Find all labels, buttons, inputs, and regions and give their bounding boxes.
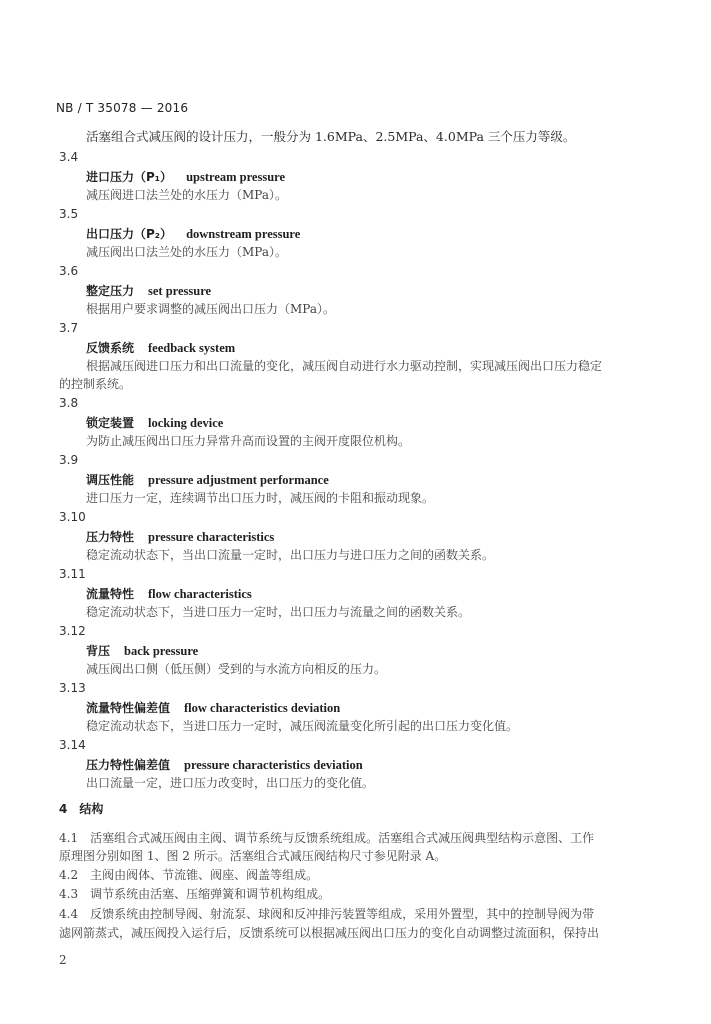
term-definition: 根据用户要求调整的减压阀出口压力（MPa）。 xyxy=(86,302,335,316)
term-number: 3.14 xyxy=(59,738,86,752)
term-number: 3.9 xyxy=(59,453,79,467)
clause-4-1-line1: 4.1 活塞组合式减压阀由主阀、调节系统与反馈系统组成。活塞组合式减压阀典型结构示意图、工作 xyxy=(59,831,595,845)
term-cn: 压力特性偏差值 xyxy=(86,758,171,772)
term-en: feedback system xyxy=(148,341,236,355)
term-definition-cont: 的控制系统。 xyxy=(59,377,132,391)
standard-code-header: NB / T 35078 — 2016 xyxy=(56,101,189,115)
term-en: flow characteristics xyxy=(148,587,252,601)
term-definition: 稳定流动状态下，当进口压力一定时，出口压力与流量之间的函数关系。 xyxy=(86,605,471,619)
term-en: pressure characteristics xyxy=(148,530,275,544)
term-cn: 调压性能 xyxy=(86,473,135,487)
term-definition: 减压阀出口侧（低压侧）受到的与水流方向相反的压力。 xyxy=(86,662,387,676)
section-number: 4 xyxy=(59,802,68,816)
term-number: 3.13 xyxy=(59,681,86,695)
term-definition: 减压阀进口法兰处的水压力（MPa）。 xyxy=(86,188,287,202)
term-cn: 锁定装置 xyxy=(86,416,135,430)
term-en: pressure adjustment performance xyxy=(148,473,329,487)
term-heading xyxy=(86,168,285,185)
term-heading xyxy=(86,225,300,242)
term-en: locking device xyxy=(148,416,224,430)
clause-4-4-line2: 滤网箭蒸式，减压阀投入运行后，反馈系统可以根据减压阀出口压力的变化自动调整过流面积，保持出 xyxy=(59,926,600,940)
term-number: 3.11 xyxy=(59,567,86,581)
term-number: 3.6 xyxy=(59,264,79,278)
term-definition: 为防止减压阀出口压力异常升高而设置的主阀开度限位机构。 xyxy=(86,434,411,448)
term-heading xyxy=(86,642,198,659)
term-en: upstream pressure xyxy=(186,170,286,184)
term-heading xyxy=(86,471,329,488)
term-en: downstream pressure xyxy=(186,227,301,241)
term-definition: 稳定流动状态下，当进口压力一定时，减压阀流量变化所引起的出口压力变化值。 xyxy=(86,719,519,733)
term-heading xyxy=(86,414,223,431)
term-cn: 流量特性 xyxy=(86,587,135,601)
term-number: 3.4 xyxy=(59,150,79,164)
term-number: 3.12 xyxy=(59,624,86,638)
clause-4-3: 4.3 调节系统由活塞、压缩弹簧和调节机构组成。 xyxy=(59,887,331,901)
page-number: 2 xyxy=(59,953,67,967)
term-en: back pressure xyxy=(124,644,199,658)
term-heading xyxy=(86,699,340,716)
term-cn: 流量特性偏差值 xyxy=(86,701,171,715)
term-definition: 出口流量一定，进口压力改变时，出口压力的变化值。 xyxy=(86,776,375,790)
term-en: set pressure xyxy=(148,284,212,298)
term-heading xyxy=(86,756,363,773)
term-cn: 出口压力（P₂） xyxy=(86,227,173,241)
clause-4-1-line2: 原理图分别如图 1、图 2 所示。活塞组合式减压阀结构尺寸参见附录 A。 xyxy=(59,849,447,863)
term-heading xyxy=(86,528,274,545)
term-number: 3.8 xyxy=(59,396,79,410)
term-cn: 背压 xyxy=(86,644,111,658)
term-cn: 压力特性 xyxy=(86,530,135,544)
term-en: flow characteristics deviation xyxy=(184,701,341,715)
term-number: 3.7 xyxy=(59,321,79,335)
term-cn: 进口压力（P₁） xyxy=(86,170,173,184)
term-heading xyxy=(86,339,235,356)
term-definition: 减压阀出口法兰处的水压力（MPa）。 xyxy=(86,245,287,259)
term-definition: 进口压力一定，连续调节出口压力时，减压阀的卡阻和振动现象。 xyxy=(86,491,435,505)
term-number: 3.10 xyxy=(59,510,86,524)
clause-4-2: 4.2 主阀由阀体、节流锥、阀座、阀盖等组成。 xyxy=(59,868,319,882)
term-cn: 整定压力 xyxy=(86,284,135,298)
term-cn: 反馈系统 xyxy=(86,341,135,355)
term-definition: 稳定流动状态下，当出口流量一定时，出口压力与进口压力之间的函数关系。 xyxy=(86,548,495,562)
intro-line: 活塞组合式减压阀的设计压力，一般分为 1.6MPa、2.5MPa、4.0MPa 三个压力等级。 xyxy=(86,129,576,144)
term-en: pressure characteristics deviation xyxy=(184,758,363,772)
clause-4-4-line1: 4.4 反馈系统由控制导阀、射流泵、球阀和反冲排污装置等组成，采用外置型，其中的控制导阀为带 xyxy=(59,907,595,921)
term-definition: 根据减压阀进口压力和出口流量的变化，减压阀自动进行水力驱动控制，实现减压阀出口压力稳定 xyxy=(86,359,603,373)
term-heading xyxy=(86,282,211,299)
section-title: 结构 xyxy=(79,802,104,816)
term-number: 3.5 xyxy=(59,207,79,221)
section-heading xyxy=(59,800,103,817)
term-heading xyxy=(86,585,252,602)
